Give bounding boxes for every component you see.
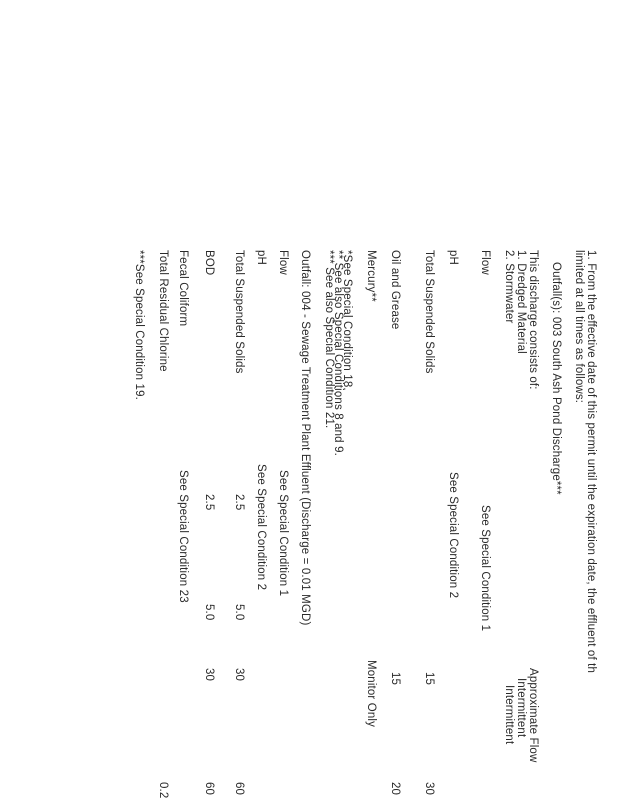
param-value: 60 — [203, 782, 215, 796]
footnote: ***See Special Condition 19. — [133, 250, 145, 400]
param-name: Total Suspended Solids — [423, 250, 435, 374]
param-value: 30 — [233, 668, 245, 682]
outfall-003-heading: Outfall(s): 003 South Ash Pond Discharge*** — [550, 262, 562, 495]
param-value: 5.0 — [233, 604, 245, 621]
param-value: 0.2 — [157, 782, 169, 799]
param-value: Monitor Only — [365, 660, 377, 727]
param-name: Mercury** — [365, 250, 377, 302]
param-value: See Special Condition 23 — [177, 470, 189, 603]
footnote: *** See also Special Condition 21. — [323, 250, 335, 429]
param-name: Flow — [277, 250, 289, 275]
param-value: 2.5 — [203, 494, 215, 511]
param-value: See Special Condition 2 — [447, 472, 459, 599]
intro-line-1: 1. From the effective date of this permit until the expiration date, the effluent of th — [585, 250, 597, 674]
param-value: 15 — [389, 672, 401, 686]
param-name: Total Suspended Solids — [233, 250, 245, 374]
param-name: pH — [255, 250, 267, 266]
param-value: 20 — [389, 782, 401, 796]
discharge-item-label: 2. Stormwater — [503, 250, 515, 324]
param-value: See Special Condition 1 — [277, 470, 289, 597]
param-value: 5.0 — [203, 604, 215, 621]
discharge-item-label: 1. Dredged Material — [515, 250, 527, 354]
param-value: See Special Condition 1 — [479, 505, 491, 632]
outfall-004-heading: Outfall: 004 - Sewage Treatment Plant Effluent (Discharge = 0.01 MGD) — [299, 250, 311, 626]
param-name: Fecal Coliform — [177, 250, 189, 327]
param-name: Flow — [479, 250, 491, 275]
param-name: Total Residual Chlorine — [157, 250, 169, 372]
param-name: BOD — [203, 250, 215, 276]
footnote: ** See also Special Conditions 8 and 9. — [332, 250, 344, 456]
param-value: 15 — [423, 672, 435, 686]
param-name: pH — [447, 250, 459, 266]
discharge-item-flow: Intermittent — [503, 685, 515, 745]
footnote: *See Special Condition 18. — [341, 250, 353, 391]
intro-line-2: limited at all times as follows: — [573, 250, 585, 404]
param-value: 30 — [203, 668, 215, 682]
approximate-flow-header: Approximate Flow — [527, 668, 539, 763]
param-name: Oil and Grease — [389, 250, 401, 330]
param-value: 60 — [233, 782, 245, 796]
param-value: 30 — [423, 782, 435, 796]
discharge-item-flow: Intermittent — [515, 678, 527, 738]
param-value: 2.5 — [233, 494, 245, 511]
param-value: See Special Condition 2 — [255, 464, 267, 591]
discharge-consists-heading: This discharge consists of: — [527, 250, 539, 390]
